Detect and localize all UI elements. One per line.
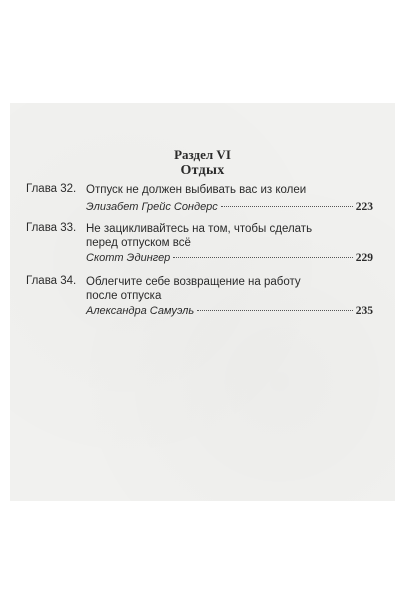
dot-leader [221,206,353,207]
chapter-label: Глава 34. [26,275,77,287]
author-line [86,305,373,319]
page-number: 223 [355,201,373,213]
dot-leader [173,257,352,258]
chapter-label: Глава 32. [26,183,77,195]
chapter-title [86,183,376,197]
page-number: 229 [355,252,373,264]
chapter-author: Скотт Эдингер [86,252,171,264]
chapter-author: Александра Самуэль [86,305,195,317]
author-line [86,252,373,266]
page-number: 235 [355,305,373,317]
chapter-label: Глава 33. [26,222,77,234]
chapter-title-line: Не зацикливайтесь на том, чтобы сделать [86,223,313,235]
chapter-author: Элизабет Грейс Сондерс [86,201,218,213]
chapter-title [86,275,376,303]
section-label: Раздел VI [174,147,231,162]
dot-leader [197,310,353,311]
author-line [86,201,373,215]
chapter-title-line: Облегчите себе возвращение на работу [86,276,301,288]
chapter-title-line: перед отпуском всё [86,237,191,249]
book-page [10,103,395,501]
chapter-title-line: после отпуска [86,290,162,302]
section-name: Отдых [180,163,225,178]
chapter-title [86,222,376,250]
chapter-title-line: Отпуск не должен выбивать вас из колеи [86,184,307,196]
